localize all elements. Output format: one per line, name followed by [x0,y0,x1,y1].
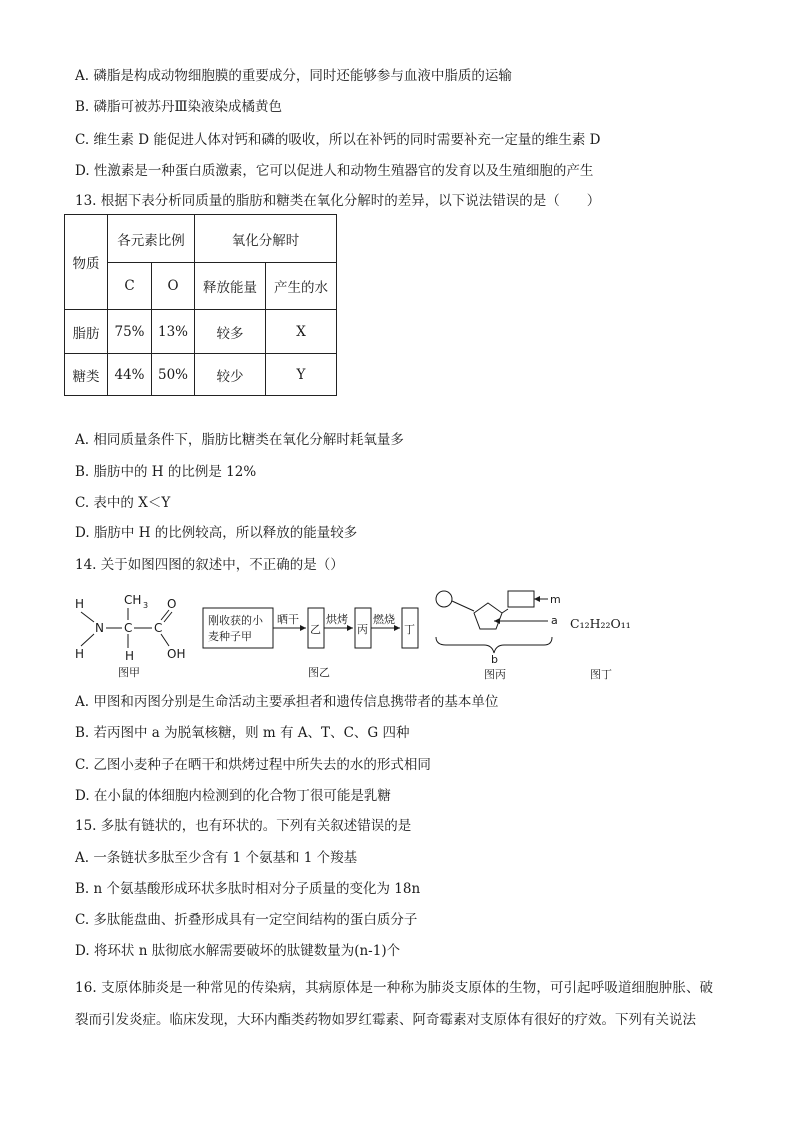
cell-water: Y [266,354,337,396]
table-header-energy: 释放能量 [195,263,266,310]
q15-stem: 15. 多肽有链状的，也有环状的。下列有关叙述错误的是 [75,818,412,834]
atom-o: O [167,597,177,611]
figure-jia-label: 图甲 [118,666,140,679]
table-header-water: 产生的水 [266,263,337,310]
box-yi: 乙 [310,623,321,636]
table-row [65,310,337,354]
cell-c: 75% [108,310,152,354]
box-seed-line1: 刚收获的小 [208,614,263,627]
q16-stem-line1: 16. 支原体肺炎是一种常见的传染病，其病原体是一种称为肺炎支原体的生物，可引起呼吸道细胞肿胀、破 [75,980,714,996]
box-ding: 丁 [404,623,415,636]
q14-stem: 14. 关于如图四图的叙述中，不正确的是（） [75,557,344,573]
figure-bing-nucleotide [432,585,572,683]
atom-h: H [75,647,85,661]
figure-yi-process [202,600,432,680]
q13-table [64,214,337,396]
atom-n: N [95,621,104,635]
q15-option-a: A. 一条链状多肽至少含有 1 个氨基和 1 个羧基 [75,850,358,866]
q14-option-a: A. 甲图和丙图分别是生命活动主要承担者和遗传信息携带者的基本单位 [75,694,499,710]
table-header-oxidation: 氧化分解时 [195,215,337,263]
q13-option-a: A. 相同质量条件下，脂肪比糖类在氧化分解时耗氧量多 [75,432,404,448]
table-header-substance: 物质 [65,215,108,310]
arrow-label-bake: 烘烤 [326,613,348,626]
atom-c: C [154,621,163,635]
cell-energy: 较多 [195,310,266,354]
atom-c: C [124,621,133,635]
table-header-ratio: 各元素比例 [108,215,195,263]
group-oh: OH [167,647,186,661]
arrow-label-dry: 晒干 [277,613,299,626]
table-header-c: C [108,263,152,310]
cell-water: X [266,310,337,354]
q12-option-a: A. 磷脂是构成动物细胞膜的重要成分，同时还能够参与血液中脂质的运输 [75,68,512,84]
subscript-3: 3 [143,601,149,610]
figure-ding-formula: C₁₂H₂₂O₁₁ [570,616,631,631]
q16-stem-line2: 裂而引发炎症。临床发现，大环内酯类药物如罗红霉素、阿奇霉素对支原体有很好的疗效。下列有关说法 [75,1012,696,1028]
figure-jia-amino-acid [70,588,200,683]
group-ch3: CH [124,593,142,607]
label-m: m [550,593,561,606]
q13-option-d: D. 脂肪中 H 的比例较高，所以释放的能量较多 [75,525,358,541]
q13-option-c: C. 表中的 X＜Y [75,495,171,511]
q15-option-c: C. 多肽能盘曲、折叠形成具有一定空间结构的蛋白质分子 [75,912,418,928]
label-a: a [551,614,558,627]
table-header-o: O [152,263,195,310]
cell-energy: 较少 [195,354,266,396]
label-b: b [491,653,498,666]
figure-ding-label: 图丁 [590,668,612,681]
q12-option-d: D. 性激素是一种蛋白质激素，它可以促进人和动物生殖器官的发育以及生殖细胞的产生 [75,163,594,179]
cell-name: 脂肪 [65,310,108,354]
box-bing: 丙 [357,623,368,636]
figure-bing-label: 图丙 [484,668,506,681]
q12-option-c: C. 维生素 D 能促进人体对钙和磷的吸收，所以在补钙的同时需要补充一定量的维生素 D [75,132,601,148]
box-seed-line2: 麦种子甲 [208,630,252,643]
arrow-label-burn: 燃烧 [373,613,395,626]
q15-option-d: D. 将环状 n 肽彻底水解需要破坏的肽键数量为(n-1)个 [75,943,401,959]
q13-stem: 13. 根据下表分析同质量的脂肪和糖类在氧化分解时的差异，以下说法错误的是（ ） [75,193,601,209]
atom-h: H [125,649,135,663]
cell-o: 50% [152,354,195,396]
q12-option-b: B. 磷脂可被苏丹Ⅲ染液染成橘黄色 [75,99,283,115]
table-row [65,354,337,396]
q14-option-c: C. 乙图小麦种子在晒干和烘烤过程中所失去的水的形式相同 [75,757,431,773]
q14-option-d: D. 在小鼠的体细胞内检测到的化合物丁很可能是乳糖 [75,788,391,804]
atom-h: H [75,597,85,611]
q13-option-b: B. 脂肪中的 H 的比例是 12% [75,464,257,480]
cell-o: 13% [152,310,195,354]
figure-yi-label: 图乙 [308,666,330,679]
q15-option-b: B. n 个氨基酸形成环状多肽时相对分子质量的变化为 18n [75,881,421,897]
q14-option-b: B. 若丙图中 a 为脱氧核糖，则 m 有 A、T、C、G 四种 [75,725,410,741]
cell-c: 44% [108,354,152,396]
cell-name: 糖类 [65,354,108,396]
